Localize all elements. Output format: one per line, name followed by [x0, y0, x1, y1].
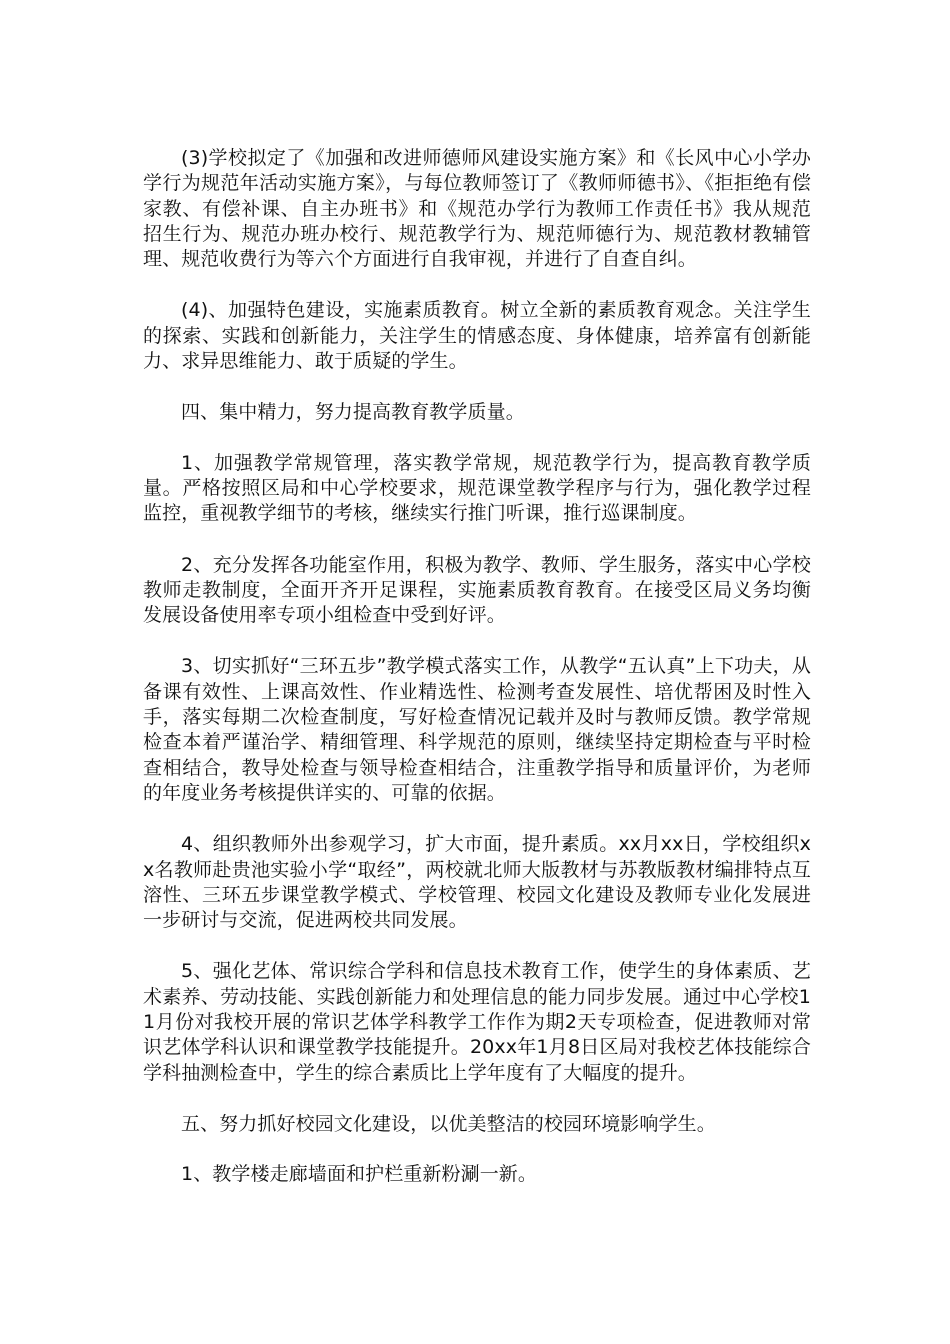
paragraph-arts-sports: 5、强化艺体、常识综合学科和信息技术教育工作，使学生的身体素质、艺术素养、劳动技能、实践创新能力和处理信息的能力同步发展。通过中心学校11月份对我校开展的常识艺体学科教学工作作为期2天专项检查，促进教师对常识艺体学科认识和课堂教学技能提升。20xx年1月8日区局对我校艺体技能综合学科抽测检查中，学生的综合素质比上学年度有了大幅度的提升。 — [143, 960, 811, 1084]
section-heading-teaching-quality: 四、集中精力，努力提高教育教学质量。 — [181, 401, 525, 424]
document-body — [143, 146, 811, 1214]
paragraph-quality-education: (4)、加强特色建设，实施素质教育。树立全新的素质教育观念。关注学生的探索、实践和创新能力，关注学生的情感态度、身体健康，培养富有创新能力、求异思维能力、敢于质疑的学生。 — [143, 299, 811, 373]
paragraph-function-rooms: 2、充分发挥各功能室作用，积极为教学、教师、学生服务，落实中心学校教师走教制度，全面开齐开足课程，实施素质教育教育。在接受区局义务均衡发展设备使用率专项小组检查中受到好评。 — [143, 553, 811, 627]
paragraph-teaching-model: 3、切实抓好“三环五步”教学模式落实工作，从教学“五认真”上下功夫，从备课有效性、上课高效性、作业精选性、检测考查发展性、培优帮困及时性入手，落实每期二次检查制度，写好检查情况记载并及时与教师反馈。教学常规检查本着严谨治学、精细管理、科学规范的原则，继续坚持定期检查与平时检查相结合，教导处检查与领导检查相结合，注重教学指导和质量评价，为老师的年度业务考核提供详实的、可靠的依据。 — [143, 655, 811, 804]
section-heading-campus-culture: 五、努力抓好校园文化建设，以优美整洁的校园环境影响学生。 — [181, 1112, 716, 1135]
paragraph-teaching-routine: 1、加强教学常规管理，落实教学常规，规范教学行为，提高教育教学质量。严格按照区局和中心学校要求，规范课堂教学程序与行为，强化教学过程监控，重视教学细节的考核，继续实行推门听课，推行巡课制度。 — [143, 451, 811, 525]
paragraph-study-visit: 4、组织教师外出参观学习，扩大市面，提升素质。xx月xx日，学校组织xx名教师赴贵池实验小学“取经”，两校就北师大版教材与苏教版教材编排特点互溶性、三环五步课堂教学模式、学校管理、校园文化建设及教师专业化发展进一步研讨与交流，促进两校共同发展。 — [143, 833, 811, 932]
paragraph-corridor-renovation: 1、教学楼走廊墙面和护栏重新粉涮一新。 — [181, 1163, 537, 1186]
paragraph-teacher-ethics-regulations: (3)学校拟定了《加强和改进师德师风建设实施方案》和《长风中心小学办学行为规范年活动实施方案》，与每位教师签订了《教师师德书》、《拒拒绝有偿家教、有偿补课、自主办班书》和《规范办学行为教师工作责任书》我从规范招生行为、规范办班办校行、规范教学行为、规范师德行为、规范教材教辅管理、规范收费行为等六个方面进行自我审视，并进行了自查自纠。 — [143, 147, 811, 271]
